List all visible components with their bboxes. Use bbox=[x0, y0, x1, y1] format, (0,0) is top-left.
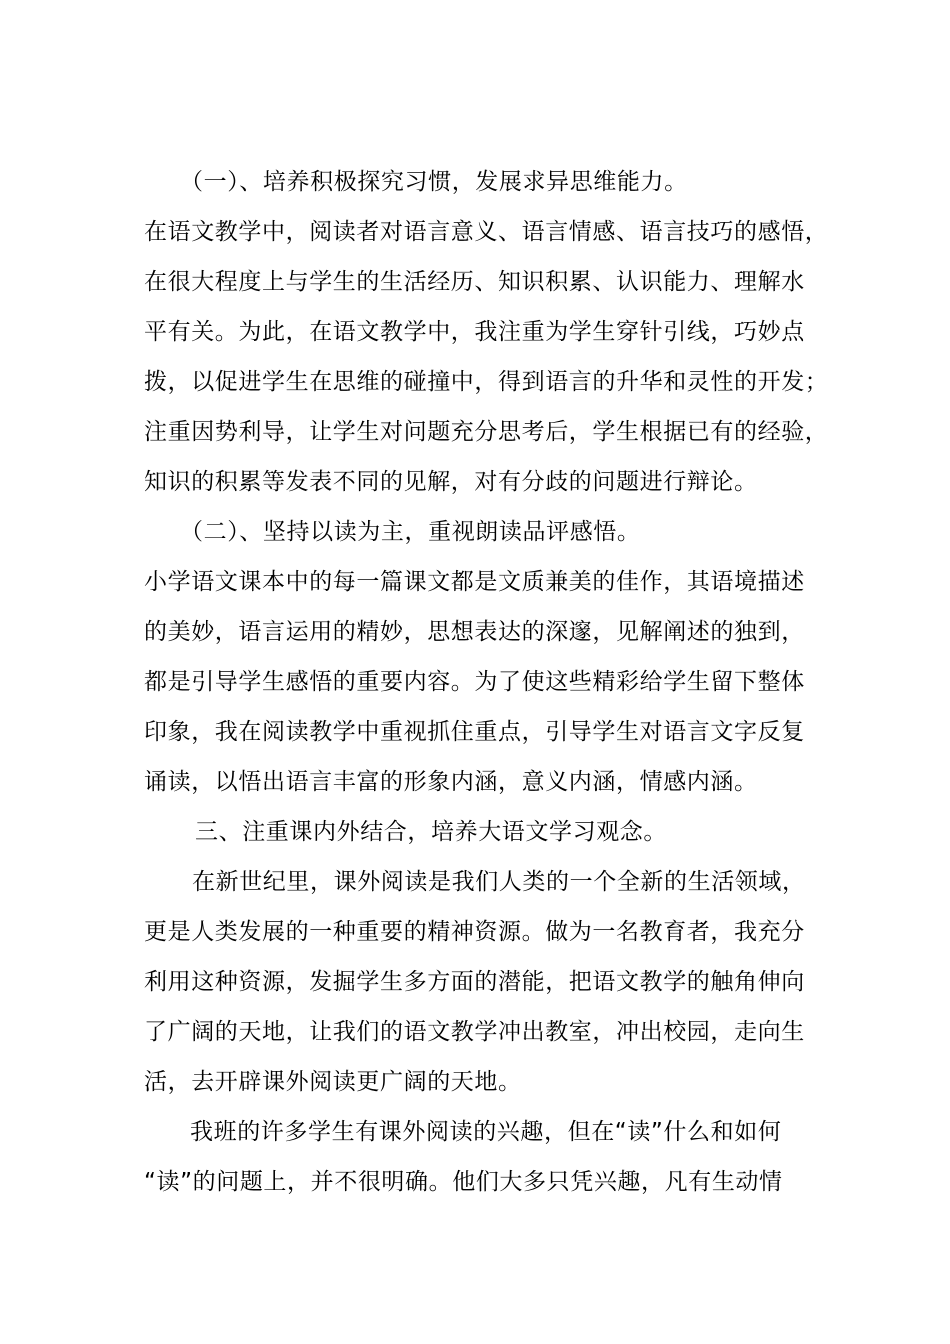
paragraph-line: 在语文教学中，阅读者对语言意义、语言情感、语言技巧的感悟， bbox=[144, 219, 829, 245]
paragraph-line: 小学语文课本中的每一篇课文都是文质兼美的佳作，其语境描述 bbox=[144, 569, 805, 595]
paragraph-line: 在很大程度上与学生的生活经历、知识积累、认识能力、理解水 bbox=[144, 269, 805, 295]
paragraph-line: 我班的许多学生有课外阅读的兴趣，但在“读”什么和如何 bbox=[190, 1119, 782, 1145]
paragraph-line: 在新世纪里，课外阅读是我们人类的一个全新的生活领域， bbox=[192, 869, 806, 895]
paragraph-line: 都是引导学生感悟的重要内容。为了使这些精彩给学生留下整体 bbox=[144, 669, 805, 695]
paragraph-line: 诵读，以悟出语言丰富的形象内涵，意义内涵，情感内涵。 bbox=[144, 769, 758, 795]
paragraph-line: 印象，我在阅读教学中重视抓住重点，引导学生对语言文字反复 bbox=[144, 719, 805, 745]
paragraph-line: 活，去开辟课外阅读更广阔的天地。 bbox=[144, 1069, 522, 1095]
heading-2: （二）、坚持以读为主，重视朗读品评感悟。 bbox=[180, 519, 641, 545]
paragraph-line: 利用这种资源，发掘学生多方面的潜能，把语文教学的触角伸向 bbox=[144, 969, 805, 995]
paragraph-line: 注重因势利导，让学生对问题充分思考后，学生根据已有的经验， bbox=[144, 419, 829, 445]
paragraph-line: 平有关。为此，在语文教学中，我注重为学生穿针引线，巧妙点 bbox=[144, 319, 805, 345]
paragraph-line: 了广阔的天地，让我们的语文教学冲出教室，冲出校园，走向生 bbox=[144, 1019, 805, 1045]
paragraph-line: 的美妙，语言运用的精妙，思想表达的深邃，见解阐述的独到， bbox=[144, 619, 805, 645]
paragraph-line: 知识的积累等发表不同的见解，对有分歧的问题进行辩论。 bbox=[144, 469, 758, 495]
heading-3: 三、注重课内外结合，培养大语文学习观念。 bbox=[195, 819, 667, 845]
paragraph-line: 拨，以促进学生在思维的碰撞中，得到语言的升华和灵性的开发； bbox=[144, 369, 829, 395]
paragraph-line: 更是人类发展的一种重要的精神资源。做为一名教育者，我充分 bbox=[144, 919, 805, 945]
heading-1: （一）、培养积极探究习惯，发展求异思维能力。 bbox=[180, 169, 688, 195]
paragraph-line: “读”的问题上，并不很明确。他们大多只凭兴趣，凡有生动情 bbox=[144, 1169, 783, 1195]
